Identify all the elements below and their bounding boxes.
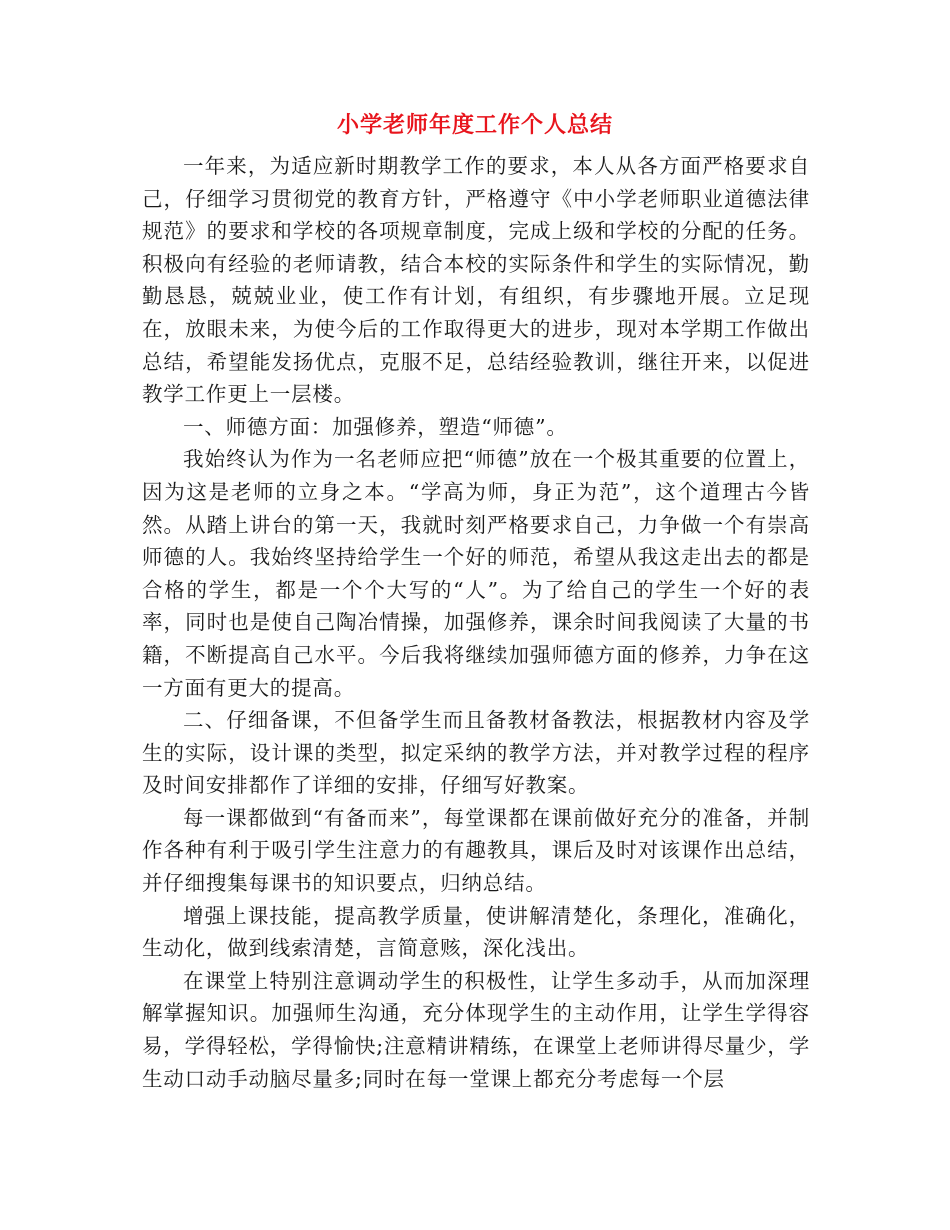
document-title: 小学老师年度工作个人总结 bbox=[336, 113, 613, 138]
paragraph-teaching-skills: 增强上课技能，提高教学质量，使讲解清楚化，条理化，准确化，生动化，做到线索清楚，言简意赅，深化浅出。 bbox=[142, 903, 810, 961]
paragraph-well-prepared: 每一课都做到“有备而来”，每堂课都在课前做好充分的准备，并制作各种有利于吸引学生注意力的有趣教具，课后及时对该课作出总结，并仔细搜集每课书的知识要点，归纳总结。 bbox=[142, 805, 810, 896]
paragraph-section-1-heading: 一、师德方面：加强修养，塑造“师德”。 bbox=[183, 414, 568, 439]
paragraph-classroom: 在课堂上特别注意调动学生的积极性，让学生多动手，从而加深理解掌握知识。加强师生沟通，充分体现学生的主动作用，让学生学得容易，学得轻松，学得愉快;注意精讲精练，在课堂上老师讲得尽量少，学生动口动手动脑尽量多;同时在每一堂课上都充分考虑每一个层 bbox=[142, 968, 811, 1091]
paragraph-intro: 一年来，为适应新时期教学工作的要求，本人从各方面严格要求自己，仔细学习贯彻党的教育方针，严格遵守《中小学老师职业道德法律规范》的要求和学校的各项规章制度，完成上级和学校的分配的任务。积极向有经验的老师请教，结合本校的实际条件和学生的实际情况，勤勤恳恳，兢兢业业，使工作有计划，有组织，有步骤地开展。立足现在，放眼未来，为使今后的工作取得更大的进步，现对本学期工作做出总结，希望能发扬优点，克服不足，总结经验教训，继往开来，以促进教学工作更上一层楼。 bbox=[142, 154, 810, 407]
paragraph-section-2-lesson-prep: 二、仔细备课，不但备学生而且备教材备教法，根据教材内容及学生的实际，设计课的类型，拟定采纳的教学方法，并对教学过程的程序及时间安排都作了详细的安排，仔细写好教案。 bbox=[142, 708, 810, 798]
paragraph-teacher-ethics: 我始终认为作为一名老师应把“师德”放在一个极其重要的位置上，因为这是老师的立身之本。“学高为师，身正为范”，这个道理古今皆然。从踏上讲台的第一天，我就时刻严格要求自己，力争做一个有崇高师德的人。我始终坚持给学生一个好的师范，希望从我这走出去的都是合格的学生，都是一个个大写的“人”。为了给自己的学生一个好的表率，同时也是使自己陶冶情操，加强修养，课余时间我阅读了大量的书籍，不断提高自己水平。今后我将继续加强师德方面的修养，力争在这一方面有更大的提高。 bbox=[142, 447, 810, 700]
document-body bbox=[142, 150, 810, 1095]
